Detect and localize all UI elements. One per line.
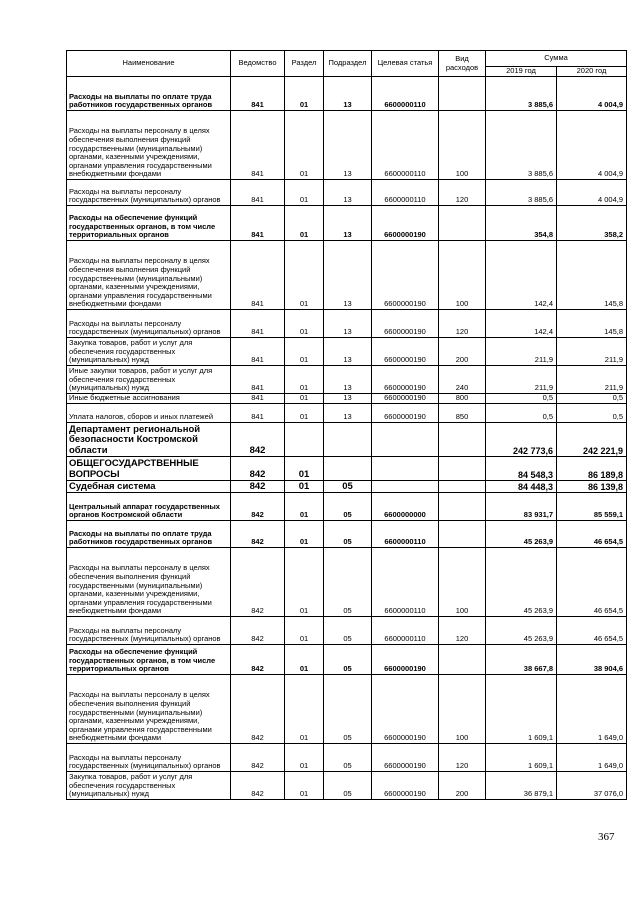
header-sum: Сумма [486,51,627,67]
row-subsection: 13 [324,338,372,366]
row-value-2019: 0,5 [486,404,557,423]
header-target: Целевая статья [372,51,439,77]
row-value-2019: 3 885,6 [486,180,557,206]
row-target: 6600000110 [372,180,439,206]
row-name: ОБЩЕГОСУДАРСТВЕННЫЕ ВОПРОСЫ [67,457,231,481]
row-name: Расходы на выплаты по оплате труда работников государственных органов [67,521,231,548]
row-value-2020: 86 189,8 [557,457,627,481]
row-target: 6600000190 [372,675,439,744]
table-row [67,772,627,800]
row-dept: 841 [231,241,285,310]
row-subsection: 05 [324,645,372,675]
row-value-2019: 211,9 [486,366,557,394]
table-row [67,744,627,772]
table-row [67,206,627,241]
row-section: 01 [285,617,324,645]
row-subsection: 13 [324,241,372,310]
table-row [67,111,627,180]
row-dept: 842 [231,493,285,521]
row-value-2019: 3 885,6 [486,77,557,111]
row-target: 6600000110 [372,77,439,111]
row-dept: 841 [231,111,285,180]
budget-table [66,50,627,800]
row-dept: 841 [231,77,285,111]
row-value-2019: 1 609,1 [486,675,557,744]
row-name: Расходы на выплаты персоналу в целях обеспечения выполнения функций государственными (муниципальными) органами, казенными учреждениями, органами управления государственными внебюджетными фондами [67,548,231,617]
row-subsection: 05 [324,548,372,617]
row-section: 01 [285,772,324,800]
row-dept: 841 [231,394,285,404]
row-section: 01 [285,206,324,241]
row-dept: 841 [231,338,285,366]
row-subsection [324,423,372,457]
row-name: Расходы на выплаты персоналу государственных (муниципальных) органов [67,744,231,772]
row-target [372,423,439,457]
row-target: 6600000190 [372,206,439,241]
page-number: 367 [598,831,615,843]
row-section: 01 [285,241,324,310]
row-target: 6600000190 [372,366,439,394]
row-value-2020: 0,5 [557,394,627,404]
row-dept: 842 [231,481,285,493]
row-subsection: 13 [324,206,372,241]
row-dept: 842 [231,521,285,548]
row-subsection: 13 [324,77,372,111]
header-dept: Ведомство [231,51,285,77]
row-value-2020: 37 076,0 [557,772,627,800]
row-name: Департамент региональной безопасности Костромской области [67,423,231,457]
row-value-2019: 1 609,1 [486,744,557,772]
table-row [67,423,627,457]
row-value-2019: 38 667,8 [486,645,557,675]
row-dept: 842 [231,457,285,481]
row-subsection: 05 [324,481,372,493]
row-value-2020: 46 654,5 [557,548,627,617]
header-2019: 2019 год [486,67,557,77]
row-value-2019: 36 879,1 [486,772,557,800]
table-row [67,310,627,338]
table-row [67,366,627,394]
row-value-2019: 45 263,9 [486,548,557,617]
row-value-2020: 1 649,0 [557,675,627,744]
row-section: 01 [285,111,324,180]
row-kind: 240 [439,366,486,394]
row-kind: 120 [439,180,486,206]
row-kind [439,206,486,241]
row-value-2020: 0,5 [557,404,627,423]
row-kind: 200 [439,772,486,800]
row-value-2020: 211,9 [557,338,627,366]
row-dept: 842 [231,617,285,645]
table-row [67,180,627,206]
row-subsection: 13 [324,180,372,206]
row-value-2019: 242 773,6 [486,423,557,457]
row-value-2020: 211,9 [557,366,627,394]
row-value-2020: 145,8 [557,310,627,338]
row-section: 01 [285,548,324,617]
row-section: 01 [285,180,324,206]
row-section: 01 [285,394,324,404]
row-dept: 841 [231,366,285,394]
row-value-2020: 4 004,9 [557,77,627,111]
row-name: Судебная система [67,481,231,493]
row-dept: 841 [231,310,285,338]
row-section: 01 [285,675,324,744]
table-row [67,493,627,521]
row-target: 6600000190 [372,310,439,338]
row-subsection: 05 [324,493,372,521]
row-subsection: 05 [324,675,372,744]
row-section: 01 [285,521,324,548]
row-value-2019: 84 548,3 [486,457,557,481]
row-target: 6600000000 [372,493,439,521]
row-kind [439,645,486,675]
row-target: 6600000110 [372,111,439,180]
row-target [372,457,439,481]
row-target: 6600000190 [372,744,439,772]
table-row [67,338,627,366]
row-kind: 120 [439,310,486,338]
row-target: 6600000110 [372,521,439,548]
table-row [67,404,627,423]
row-value-2020: 86 139,8 [557,481,627,493]
row-target: 6600000190 [372,241,439,310]
row-name: Расходы на выплаты персоналу в целях обеспечения выполнения функций государственными (муниципальными) органами, казенными учреждениями, органами управления государственными внебюджетными фондами [67,675,231,744]
row-value-2020: 1 649,0 [557,744,627,772]
row-value-2020: 145,8 [557,241,627,310]
header-2020: 2020 год [557,67,627,77]
row-target: 6600000110 [372,617,439,645]
row-dept: 842 [231,548,285,617]
row-section: 01 [285,338,324,366]
row-value-2019: 0,5 [486,394,557,404]
row-section: 01 [285,404,324,423]
table-row [67,457,627,481]
row-value-2019: 84 448,3 [486,481,557,493]
row-value-2019: 211,9 [486,338,557,366]
table-row [67,521,627,548]
row-target: 6600000190 [372,404,439,423]
row-kind: 800 [439,394,486,404]
header-section: Раздел [285,51,324,77]
row-kind: 850 [439,404,486,423]
row-value-2019: 354,8 [486,206,557,241]
row-subsection: 05 [324,617,372,645]
row-kind [439,493,486,521]
row-kind [439,521,486,548]
row-name: Расходы на выплаты персоналу государственных (муниципальных) органов [67,310,231,338]
row-kind [439,77,486,111]
row-subsection: 13 [324,111,372,180]
row-section: 01 [285,77,324,111]
row-kind: 100 [439,675,486,744]
row-name: Центральный аппарат государственных органов Костромской области [67,493,231,521]
row-dept: 842 [231,645,285,675]
row-kind: 100 [439,548,486,617]
row-value-2019: 3 885,6 [486,111,557,180]
row-kind: 100 [439,111,486,180]
table-row [67,675,627,744]
row-value-2019: 142,4 [486,241,557,310]
table-row [67,481,627,493]
row-kind: 120 [439,744,486,772]
row-value-2020: 358,2 [557,206,627,241]
row-value-2019: 45 263,9 [486,521,557,548]
table-row [67,394,627,404]
row-section: 01 [285,744,324,772]
row-section: 01 [285,366,324,394]
row-dept: 842 [231,675,285,744]
row-dept: 841 [231,180,285,206]
table-row [67,617,627,645]
row-dept: 842 [231,423,285,457]
row-name: Иные бюджетные ассигнования [67,394,231,404]
row-name: Расходы на обеспечение функций государственных органов, в том числе территориальных органов [67,645,231,675]
row-value-2020: 4 004,9 [557,180,627,206]
row-name: Уплата налогов, сборов и иных платежей [67,404,231,423]
row-name: Расходы на выплаты персоналу в целях обеспечения выполнения функций государственными (муниципальными) органами, казенными учреждениями, органами управления государственными внебюджетными фондами [67,111,231,180]
table-row [67,77,627,111]
row-kind [439,457,486,481]
header-subsection: Подраздел [324,51,372,77]
row-subsection: 05 [324,772,372,800]
row-value-2020: 85 559,1 [557,493,627,521]
table-row [67,241,627,310]
row-name: Расходы на выплаты персоналу государственных (муниципальных) органов [67,617,231,645]
row-target: 6600000190 [372,772,439,800]
row-name: Расходы на обеспечение функций государственных органов, в том числе территориальных органов [67,206,231,241]
row-subsection: 05 [324,521,372,548]
table-body [67,77,627,800]
header-name: Наименование [67,51,231,77]
row-subsection: 13 [324,394,372,404]
row-dept: 841 [231,206,285,241]
row-kind: 200 [439,338,486,366]
row-name: Расходы на выплаты по оплате труда работников государственных органов [67,77,231,111]
row-kind [439,423,486,457]
table-row [67,645,627,675]
row-name: Закупка товаров, работ и услуг для обеспечения государственных (муниципальных) нужд [67,338,231,366]
row-target [372,481,439,493]
row-kind [439,481,486,493]
row-value-2019: 45 263,9 [486,617,557,645]
row-name: Закупка товаров, работ и услуг для обеспечения государственных (муниципальных) нужд [67,772,231,800]
row-value-2020: 242 221,9 [557,423,627,457]
row-name: Расходы на выплаты персоналу в целях обеспечения выполнения функций государственными (муниципальными) органами, казенными учреждениями, органами управления государственными внебюджетными фондами [67,241,231,310]
row-target: 6600000190 [372,394,439,404]
row-subsection: 13 [324,366,372,394]
row-kind: 120 [439,617,486,645]
row-dept: 842 [231,772,285,800]
row-dept: 842 [231,744,285,772]
row-subsection [324,457,372,481]
row-section: 01 [285,310,324,338]
row-name: Иные закупки товаров, работ и услуг для обеспечения государственных (муниципальных) нужд [67,366,231,394]
row-section: 01 [285,457,324,481]
row-value-2020: 46 654,5 [557,617,627,645]
row-value-2019: 83 931,7 [486,493,557,521]
row-section: 01 [285,645,324,675]
row-kind: 100 [439,241,486,310]
row-subsection: 05 [324,744,372,772]
row-value-2020: 4 004,9 [557,111,627,180]
table-row [67,548,627,617]
row-subsection: 13 [324,310,372,338]
row-dept: 841 [231,404,285,423]
row-value-2019: 142,4 [486,310,557,338]
header-kind: Вид расходов [439,51,486,77]
row-target: 6600000190 [372,645,439,675]
row-target: 6600000110 [372,548,439,617]
row-target: 6600000190 [372,338,439,366]
row-name: Расходы на выплаты персоналу государственных (муниципальных) органов [67,180,231,206]
row-section: 01 [285,481,324,493]
row-subsection: 13 [324,404,372,423]
row-value-2020: 38 904,6 [557,645,627,675]
row-section [285,423,324,457]
row-value-2020: 46 654,5 [557,521,627,548]
row-section: 01 [285,493,324,521]
